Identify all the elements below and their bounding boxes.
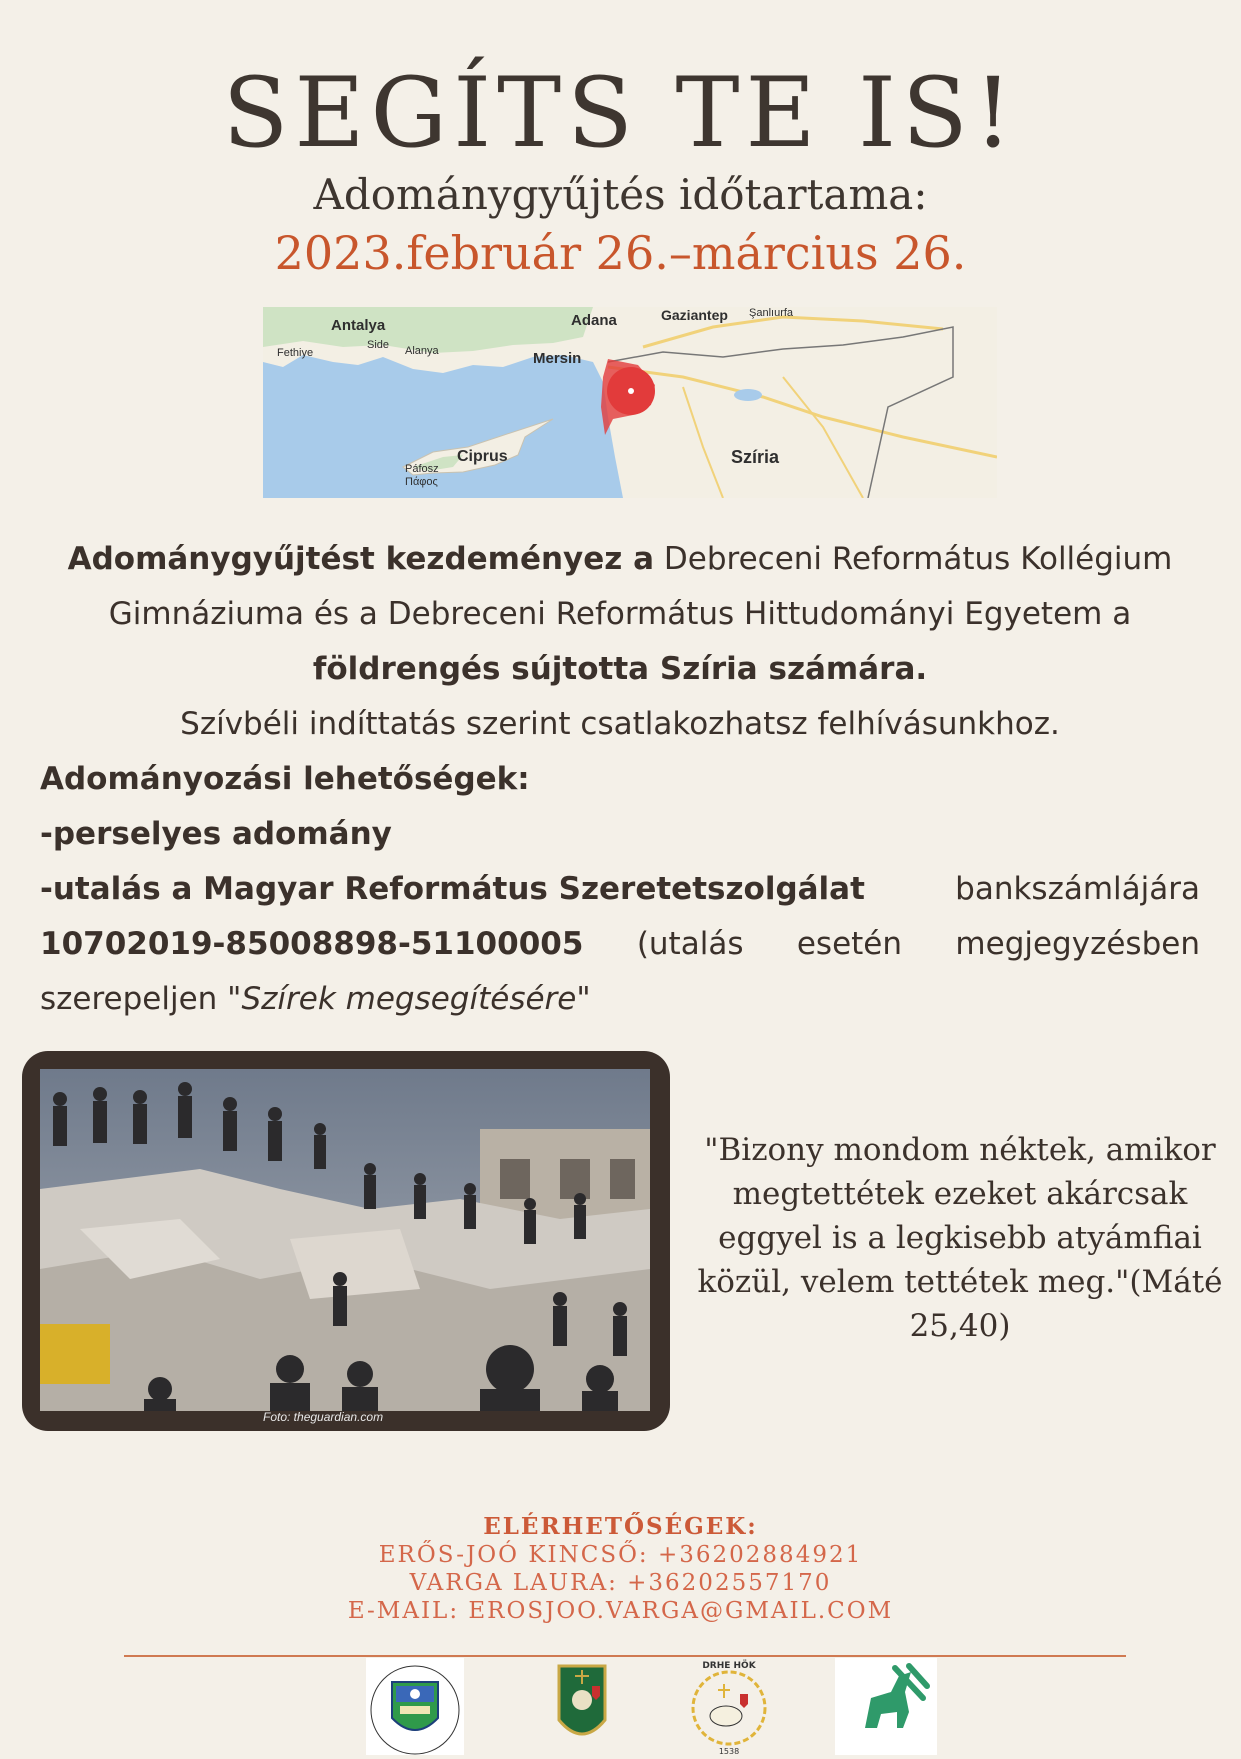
option-transfer-rest: bankszámlájára (955, 871, 1200, 907)
contact-email: E-MAIL: EROSJOO.VARGA@GMAIL.COM (347, 1598, 894, 1624)
map-label-antalya: Antalya (331, 317, 386, 334)
bible-quote: "Bizony mondom néktek, amikor megtettétek ezeket akárcsak eggyel is a legkisebb atyámfiai közül, velem tettétek meg."(Máté 25,40) (697, 1132, 1223, 1344)
contact-line-1: ERŐS-JOÓ KINCSŐ: +36202884921 (378, 1542, 863, 1568)
option-box-donation (40, 807, 1200, 862)
page-title: SEGÍTS TE IS! (222, 57, 1019, 169)
option-transfer (40, 862, 1200, 917)
map-label-mersin: Mersin (533, 350, 582, 367)
student-union-logo-top: DRHE HÖK (702, 1661, 756, 1671)
transfer-note-prefix: szerepeljen " (40, 981, 242, 1017)
map-label-pafosz: Páfosz (405, 463, 439, 475)
earthquake-photo (40, 1069, 650, 1411)
map-label-gaziantep: Gaziantep (661, 307, 728, 323)
contacts-block (0, 1513, 1241, 1625)
join-sentence: Szívbéli indíttatás szerint csatlakozhatsz felhívásunkhoz. (180, 706, 1060, 742)
lake (734, 389, 762, 401)
cause-bold: földrengés sújtotta Szíria számára. (312, 651, 928, 687)
transfer-note-italic: Szírek megsegítésére (241, 981, 577, 1017)
charity-logo (835, 1658, 937, 1755)
charity-logo-graphic (835, 1658, 937, 1755)
initiator-bold: Adománygyűjtést kezdeményez a (67, 541, 655, 577)
photo-window (610, 1159, 635, 1199)
account-line (40, 917, 1200, 972)
university-logo-graphic (555, 1658, 609, 1755)
photo-credit: Foto: theguardian.com (263, 1410, 384, 1424)
school-logo (366, 1658, 464, 1755)
map-label-sanliurfa: Şanlıurfa (749, 307, 794, 319)
options-heading (40, 752, 1200, 807)
initiator-paragraph (40, 532, 1200, 697)
student-union-logo-year: 1538 (718, 1747, 740, 1755)
map-graphic (263, 307, 997, 498)
map-label-pafos-greek: Πάφος (405, 476, 438, 488)
collection-dates: 2023.február 26.–március 26. (274, 226, 967, 280)
bank-account-number: 10702019-85008898-51100005 (40, 926, 584, 962)
photo-graphic (40, 1069, 650, 1411)
photo-excavator (40, 1324, 110, 1384)
collection-period-label: Adománygyűjtés időtartama: (313, 170, 928, 219)
map-label-fethiye: Fethiye (277, 347, 314, 359)
epicenter-dot (628, 388, 634, 394)
option-transfer-bold: -utalás a Magyar Református Szeretetszolgálat (40, 871, 865, 907)
photo-window (500, 1159, 530, 1199)
divider (124, 1655, 1126, 1657)
student-union-logo-graphic (684, 1658, 774, 1755)
earthquake-photo-frame (22, 1051, 670, 1431)
map-label-sziria: Szíria (731, 447, 780, 467)
map-label-adana: Adana (571, 312, 617, 329)
photo-window (560, 1159, 590, 1199)
initiator-names: Debreceni Református Kollégium Gimnáziuma és a Debreceni Református Hittudományi Egyetem a (108, 541, 1173, 632)
contact-line-2: VARGA LAURA: +36202557170 (409, 1570, 832, 1596)
transfer-note-suffix: " (576, 981, 591, 1017)
account-word-2: esetén (796, 926, 903, 962)
school-logo-graphic (366, 1658, 464, 1755)
map-label-side: Side (367, 339, 390, 351)
options-heading-text: Adományozási lehetőségek: (40, 761, 530, 797)
account-word-1: (utalás (636, 926, 744, 962)
contacts-heading: ELÉRHETŐSÉGEK: (483, 1513, 758, 1540)
map-label-alanya: Alanya (405, 345, 439, 357)
photo-slab (290, 1229, 420, 1299)
map-label-ciprus: Ciprus (457, 448, 508, 465)
earthquake-map (263, 307, 997, 498)
option-box-donation-text: -perselyes adomány (40, 816, 392, 852)
university-logo (555, 1658, 609, 1755)
account-word-3: megjegyzésben (955, 926, 1200, 962)
transfer-note (40, 972, 1200, 1027)
student-union-logo (684, 1658, 774, 1755)
appeal-text (40, 532, 1200, 1027)
